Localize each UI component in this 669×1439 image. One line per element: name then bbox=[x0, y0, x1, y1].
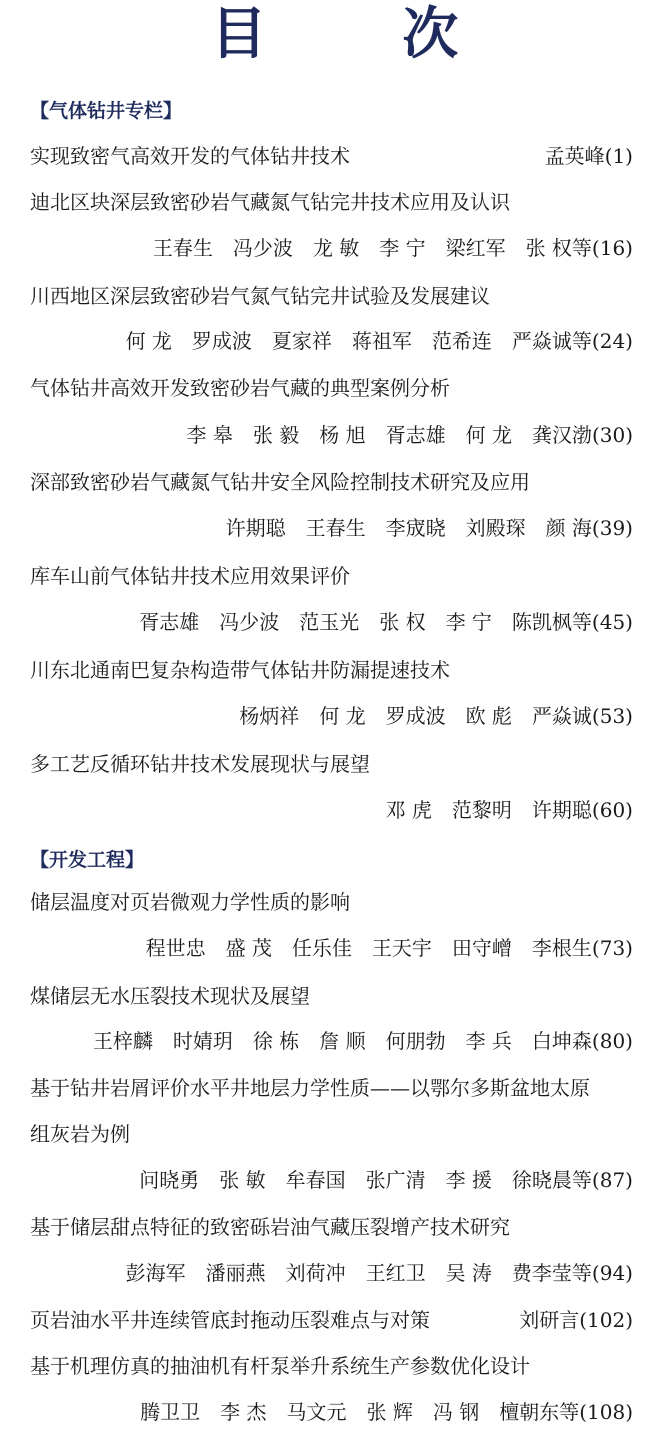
entry-title[interactable]: 迪北区块深层致密砂岩气藏氮气钻完井技术应用及认识 bbox=[30, 190, 510, 214]
entry-authors: 胥志雄 冯少波 范玉光 张 权 李 宁 陈凯枫等(45) bbox=[139, 610, 633, 634]
entry-authors: 孟英峰(1) bbox=[544, 144, 633, 168]
entry-title[interactable]: 基于钻井岩屑评价水平井地层力学性质——以鄂尔多斯盆地太原 bbox=[30, 1076, 590, 1100]
entry-authors: 问晓勇 张 敏 牟春国 张广清 李 援 徐晓晨等(87) bbox=[139, 1168, 633, 1192]
entry-title: 页岩油水平井连续管底封拖动压裂难点与对策 bbox=[30, 1308, 430, 1332]
entry-authors: 王梓麟 时婧玥 徐 栋 詹 顺 何朋勃 李 兵 白坤森(80) bbox=[92, 1029, 633, 1053]
entry-title[interactable]: 深部致密砂岩气藏氮气钻井安全风险控制技术研究及应用 bbox=[30, 470, 530, 494]
entry-authors: 王春生 冯少波 龙 敏 李 宁 梁红军 张 权等(16) bbox=[152, 236, 633, 260]
toc-entry[interactable] bbox=[30, 1306, 633, 1334]
entry-title[interactable]: 气体钻井高效开发致密砂岩气藏的典型案例分析 bbox=[30, 376, 450, 400]
entry-title[interactable]: 库车山前气体钻井技术应用效果评价 bbox=[30, 564, 350, 588]
entry-title[interactable]: 煤储层无水压裂技术现状及展望 bbox=[30, 984, 310, 1008]
entry-title[interactable]: 多工艺反循环钻井技术发展现状与展望 bbox=[30, 752, 370, 776]
entry-title[interactable]: 基于储层甜点特征的致密砾岩油气藏压裂增产技术研究 bbox=[30, 1215, 510, 1239]
entry-title[interactable]: 川东北通南巴复杂构造带气体钻井防漏提速技术 bbox=[30, 658, 450, 682]
entry-authors: 李 皋 张 毅 杨 旭 胥志雄 何 龙 龚汉渤(30) bbox=[186, 423, 633, 447]
entry-authors: 杨炳祥 何 龙 罗成波 欧 彪 严焱诚(53) bbox=[239, 704, 633, 728]
entry-title-continued[interactable]: 组灰岩为例 bbox=[30, 1122, 130, 1146]
entry-authors: 邓 虎 范黎明 许期聪(60) bbox=[385, 798, 633, 822]
entry-authors: 何 龙 罗成波 夏家祥 蒋祖军 范希连 严焱诚等(24) bbox=[125, 329, 633, 353]
entry-title: 实现致密气高效开发的气体钻井技术 bbox=[30, 144, 350, 168]
section-heading-gas-drilling: 【气体钻井专栏】 bbox=[30, 100, 183, 122]
entry-authors: 腾卫卫 李 杰 马文元 张 辉 冯 钢 檀朝东等(108) bbox=[140, 1400, 633, 1424]
entry-title[interactable]: 川西地区深层致密砂岩气氮气钻完井试验及发展建议 bbox=[30, 284, 490, 308]
entry-title[interactable]: 基于机理仿真的抽油机有杆泵举升系统生产参数优化设计 bbox=[30, 1354, 530, 1378]
entry-authors: 许期聪 王春生 李宬晓 刘殿琛 颜 海(39) bbox=[225, 516, 633, 540]
section-heading-development-engineering: 【开发工程】 bbox=[30, 849, 145, 871]
page-title: 目 次 bbox=[210, 1, 517, 67]
entry-title[interactable]: 储层温度对页岩微观力学性质的影响 bbox=[30, 890, 350, 914]
entry-authors: 程世忠 盛 茂 任乐佳 王天宇 田守嶒 李根生(73) bbox=[145, 936, 633, 960]
entry-authors: 刘研言(102) bbox=[519, 1308, 633, 1332]
toc-entry[interactable] bbox=[30, 142, 633, 170]
entry-authors: 彭海军 潘丽燕 刘荷冲 王红卫 吴 涛 费李莹等(94) bbox=[125, 1261, 633, 1285]
